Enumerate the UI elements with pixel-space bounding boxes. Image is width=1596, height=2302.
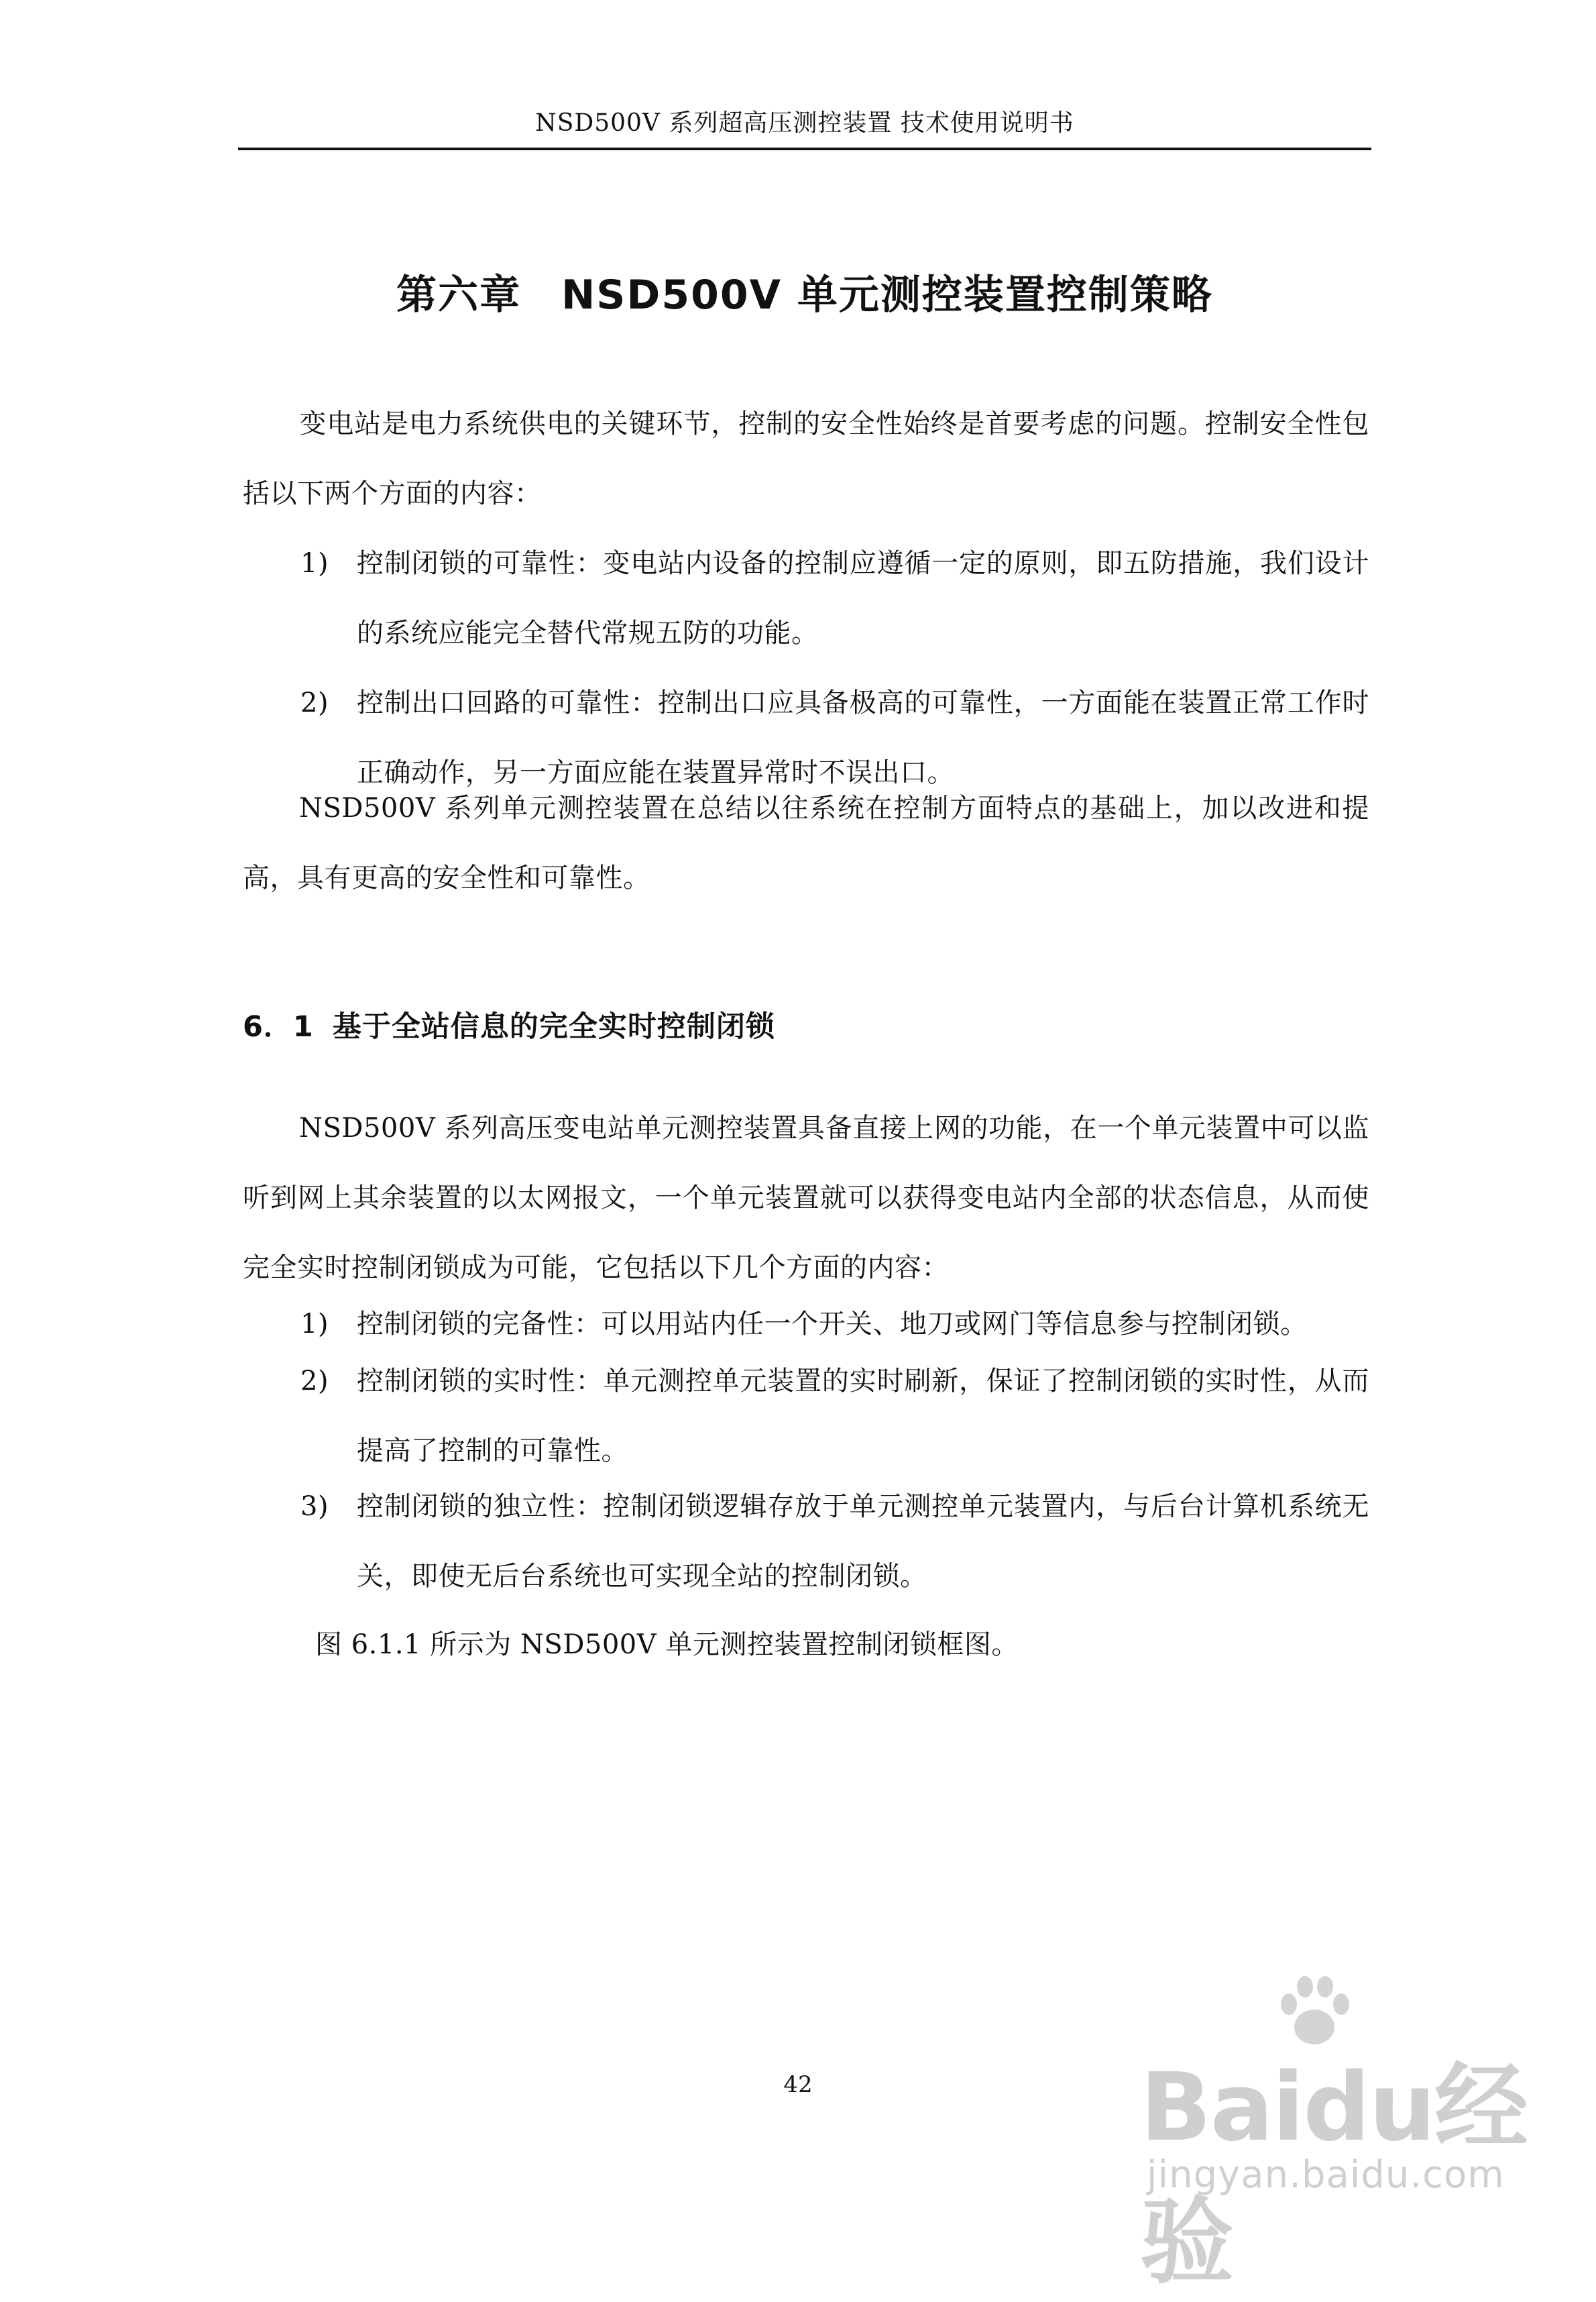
watermark-logo: Baidu经验 [1140, 2053, 1528, 2297]
section-paragraph-1 [243, 1093, 1369, 1303]
list-marker: 3) [300, 1491, 329, 1522]
list-marker: 2) [300, 1366, 329, 1396]
header-rule [238, 148, 1371, 150]
section-number: 6．1 [243, 1010, 314, 1044]
chapter-title-text: NSD500V 单元测控装置控制策略 [561, 272, 1213, 319]
list-marker: 1) [300, 548, 329, 579]
intro-paragraph-2 [243, 773, 1369, 913]
section-heading [243, 1004, 775, 1045]
list-item-text: 控制闭锁的实时性：单元测控单元装置的实时刷新，保证了控制闭锁的实时性，从而提高了控制的可靠性。 [357, 1366, 1369, 1466]
list-marker: 2) [300, 688, 329, 718]
list-item-text: 控制闭锁的可靠性：变电站内设备的控制应遵循一定的原则，即五防措施，我们设计的系统应能完全替代常规五防的功能。 [357, 548, 1369, 649]
intro-list-item-1 [300, 529, 1369, 668]
list-item-text: 控制出口回路的可靠性：控制出口应具备极高的可靠性，一方面能在装置正常工作时正确动作，另一方面应能在装置异常时不误出口。 [357, 688, 1369, 788]
watermark-url: jingyan.baidu.com [1147, 2153, 1505, 2197]
figure-reference: 图 6.1.1 所示为 NSD500V 单元测控装置控制闭锁框图。 [315, 1629, 1019, 1660]
page-number: 42 [783, 2071, 813, 2098]
section-title-text: 基于全站信息的完全实时控制闭锁 [332, 1010, 775, 1044]
section-list-item-3 [300, 1472, 1369, 1611]
section-list-item-2 [300, 1346, 1369, 1486]
intro-paragraph-1-text: 变电站是电力系统供电的关键环节，控制的安全性始终是首要考虑的问题。控制安全性包括以下两个方面的内容： [243, 408, 1369, 509]
list-marker: 1) [300, 1309, 329, 1339]
baidu-watermark [1133, 1965, 1562, 2297]
intro-paragraph-1 [243, 389, 1369, 529]
chapter-title [238, 263, 1371, 321]
section-paragraph-1-text: NSD500V 系列高压变电站单元测控装置具备直接上网的功能，在一个单元装置中可以监听到网上其余装置的以太网报文，一个单元装置就可以获得变电站内全部的状态信息，从而使完全实时控制闭锁成为可能，它包括以下几个方面的内容： [243, 1113, 1369, 1283]
list-item-text: 控制闭锁的独立性：控制闭锁逻辑存放于单元测控单元装置内，与后台计算机系统无关，即使无后台系统也可实现全站的控制闭锁。 [357, 1491, 1369, 1592]
page-header-title: NSD500V 系列超高压测控装置 技术使用说明书 [535, 109, 1074, 137]
list-item-text: 控制闭锁的完备性：可以用站内任一个开关、地刀或网门等信息参与控制闭锁。 [357, 1309, 1308, 1339]
chapter-number: 第六章 [396, 272, 522, 319]
intro-paragraph-2-text: NSD500V 系列单元测控装置在总结以往系统在控制方面特点的基础上，加以改进和提高，具有更高的安全性和可靠性。 [243, 793, 1369, 893]
